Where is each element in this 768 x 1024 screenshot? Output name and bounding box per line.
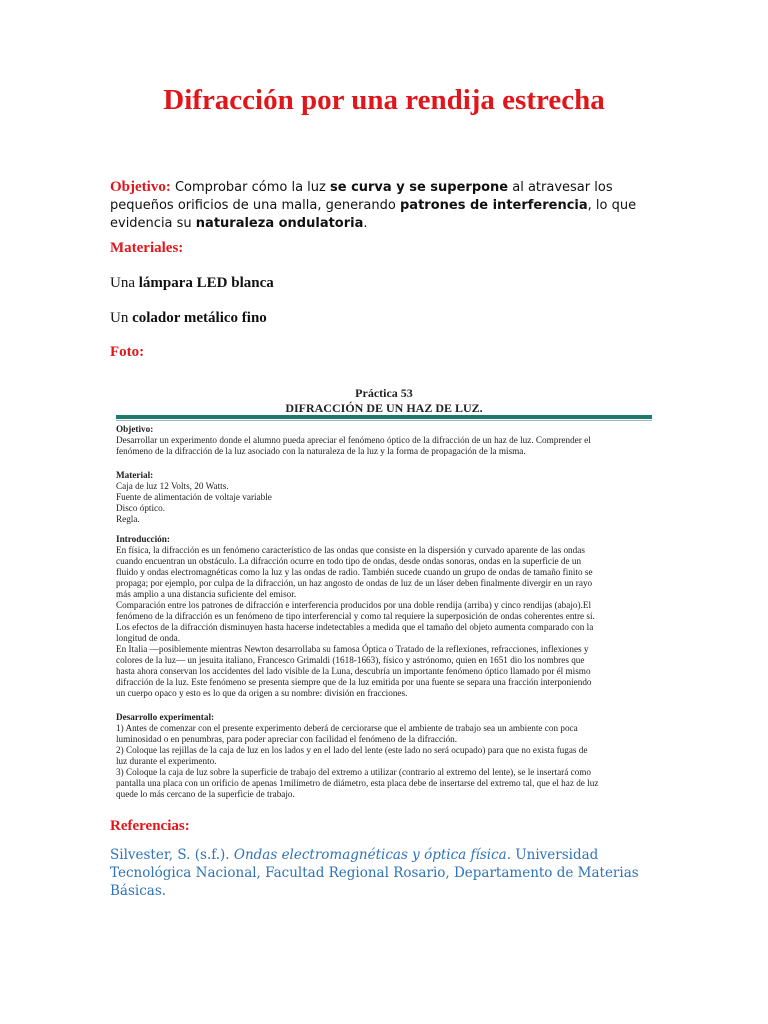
material-item-colander-bold: colador metálico fino	[132, 310, 267, 326]
objective-text-3: , lo que evidencia su	[110, 198, 637, 231]
photo-title-2: DIFRACCIÓN DE UN HAZ DE LUZ.	[285, 401, 483, 415]
material-item-colander	[110, 310, 267, 327]
objective-label: Objetivo:	[110, 179, 171, 195]
objective-bold-2: patrones de interferencia	[399, 198, 588, 213]
photo-intro-line: longitud de onda.	[116, 633, 181, 643]
objective-bold-3: naturaleza ondulatoria	[195, 216, 364, 231]
photo-objective-line: Desarrollar un experimento donde el alumno pueda apreciar el fenómeno óptico de la difracción de un haz de luz. Comprender el	[116, 435, 591, 445]
photo-material-line: Caja de luz 12 Volts, 20 Watts.	[116, 481, 229, 491]
photo-intro-heading: Introducción:	[116, 534, 170, 544]
photo-procedure-line: luz durante el experimento.	[116, 756, 217, 766]
photo-material-block	[116, 470, 652, 525]
photo-procedure-line: 1) Antes de comenzar con el presente experimento deberá de cerciorarse que el ambiente de trabajo sea un ambiente con poca	[116, 723, 578, 733]
photo-intro-line: En Italia —posiblemente mientras Newton desarrollaba su famosa Óptica o Tratado de la reflexiones, refracciones, inflexiones y	[116, 644, 589, 654]
photo-intro-line: Los efectos de la difracción disminuyen hasta hacerse indetectables a medida que el tamaño del objeto aumenta comparado con la	[116, 622, 594, 632]
objective-text-1: Comprobar cómo la luz	[170, 180, 330, 195]
photo-intro-line: hasta ahora conservan los accidentes del lado visible de la Luna, descubría un importante fenómeno óptico llamado por él mismo	[116, 666, 591, 676]
material-item-lamp-bold: lámpara LED blanca	[138, 275, 274, 291]
photo-procedure-line: luminosidad o en penumbras, para poder apreciar con facilidad el fenómeno de la difracción.	[116, 734, 458, 744]
photo-title-1: Práctica 53	[355, 386, 413, 400]
objective-text-2: al atravesar los pequeños orificios de una malla, generando	[110, 180, 613, 213]
embedded-photo	[116, 384, 652, 806]
objective-text-4: .	[363, 216, 368, 231]
reference-publisher: . Universidad Tecnológica Nacional, Facultad Regional Rosario, Departamento de Materias Básicas.	[110, 847, 639, 899]
photo-intro-line: cuando encuentran un obstáculo. La difracción ocurre en todo tipo de ondas, desde ondas sonoras, ondas en la superficie de un	[116, 556, 582, 566]
reference-title: Ondas electromagnéticas y óptica física	[233, 847, 507, 863]
photo-procedure-block	[116, 712, 652, 800]
photo-intro-line: difracción de la luz. Este fenómeno se presenta siempre que de la luz emitida por una fuente se separa una fracción interponiendo	[116, 677, 592, 687]
materials-heading: Materiales:	[110, 240, 184, 256]
material-item-lamp	[110, 275, 274, 292]
photo-material-line: Fuente de alimentación de voltaje variable	[116, 492, 272, 502]
photo-intro-line: más amplio a una distancia suficiente del emisor.	[116, 589, 297, 599]
objective-bold-1: se curva y se superpone	[329, 180, 509, 195]
photo-procedure-line: quede lo más cercano de la superficie de trabajo.	[116, 789, 295, 799]
photo-intro-line: En física, la difracción es un fenómeno característico de las ondas que consiste en la dispersión y curvado aparente de las ondas	[116, 545, 585, 555]
photo-material-heading: Material:	[116, 470, 154, 480]
photo-intro-line: propaga; por ejemplo, por culpa de la difracción, un haz angosto de ondas de luz de un láser deben finalmente divergir en un rayo	[116, 578, 593, 588]
photo-material-line: Regla.	[116, 514, 140, 524]
objective-paragraph	[110, 178, 658, 233]
references-heading: Referencias:	[110, 818, 190, 834]
photo-objective-heading: Objetivo:	[116, 424, 154, 434]
photo-intro-block	[116, 534, 652, 699]
photo-intro-line: fenómeno de la difracción es un fenómeno de tipo interferencial y como tal requiere la superposición de ondas coherentes entre sí.	[116, 611, 595, 621]
reference-author: Silvester, S. (s.f.).	[110, 847, 234, 863]
photo-objective-block	[116, 424, 652, 457]
material-item-colander-prefix: Un	[110, 310, 133, 326]
photo-heading: Foto:	[110, 344, 145, 360]
photo-procedure-line: 3) Coloque la caja de luz sobre la superficie de trabajo del extremo a utilizar (contrario al extremo del lente), se le insertará como	[116, 767, 591, 777]
photo-procedure-line: 2) Coloque las rejillas de la caja de luz en los lados y en el lado del lente (este lado no será ocupado) para que no exista fugas de	[116, 745, 588, 755]
photo-divider-thin	[116, 420, 652, 421]
photo-procedure-heading: Desarrollo experimental:	[116, 712, 215, 722]
photo-intro-line: colores de la luz— un jesuita italiano, Francesco Grimaldi (1618-1663), físico y astrónomo, quien en 1651 dio los nombres que	[116, 655, 585, 665]
photo-objective-line: fenómeno de la difracción de la luz asociado con la naturaleza de la luz y la forma de propagación de la misma.	[116, 446, 526, 456]
reference-entry	[110, 846, 670, 900]
material-item-lamp-prefix: Una	[110, 275, 139, 291]
photo-intro-line: Comparación entre los patrones de difracción e interferencia producidos por una doble rendija (arriba) y cinco rendijas (abajo).El	[116, 600, 592, 610]
photo-material-line: Disco óptico.	[116, 503, 165, 513]
page-title: Difracción por una rendija estrecha	[163, 84, 605, 116]
photo-divider	[116, 415, 652, 419]
photo-intro-line: fluido y ondas electromagnéticas como la luz y las ondas de radio. También sucede cuando un grupo de ondas de tamaño finito se	[116, 567, 593, 577]
photo-procedure-line: pantalla una placa con un orificio de apenas 1milímetro de diámetro, esta placa debe de insertarse del extremo tal, que el haz de luz	[116, 778, 599, 788]
photo-intro-line: un cuerpo opaco y esto es lo que da origen a su nombre: división en fracciones.	[116, 688, 408, 698]
